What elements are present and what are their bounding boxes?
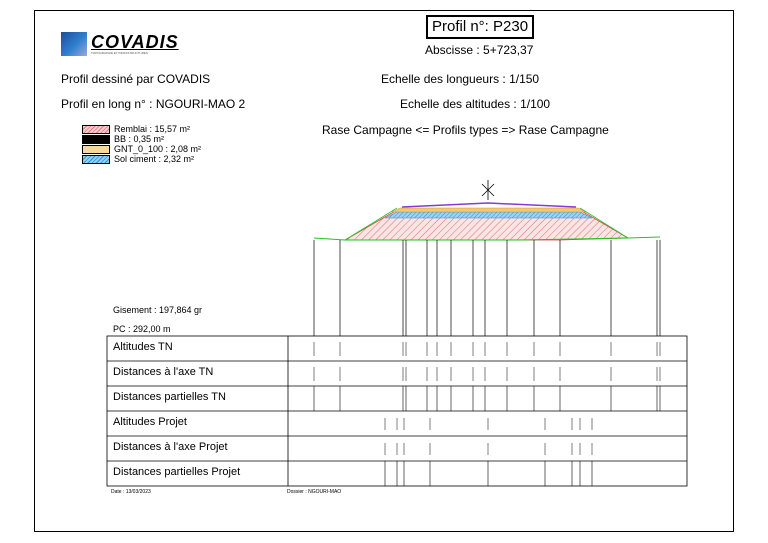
bb-layer (402, 203, 576, 207)
row-label-distances-partielles-projet: Distances partielles Projet (113, 466, 241, 478)
covadis-logo-tagline: TOPOGRAPHIE ET INFRASTRUCTURES (91, 51, 148, 55)
legend-label: Remblai : 15,57 m² (114, 124, 191, 134)
legend-label: GNT_0_100 : 2,08 m² (114, 144, 202, 154)
row-label-altitudes-tn: Altitudes TN (113, 341, 173, 353)
axis-marker-icon (482, 180, 494, 200)
gisement-text: Gisement : 197,864 gr (113, 305, 203, 315)
footer-dossier: Dossier : NGOURI-MAO (287, 489, 342, 495)
abscissa-text: Abscisse : 5+723,37 (425, 43, 534, 57)
row-label-distances-axe-tn: Distances à l'axe TN (113, 366, 214, 378)
table-tn-value-marks (314, 342, 660, 381)
altitude-scale-text: Echelle des altitudes : 1/100 (400, 97, 551, 111)
pc-text: PC : 292,00 m (113, 324, 171, 334)
gnt-layer (392, 208, 586, 212)
sol-ciment-layer (385, 212, 592, 218)
row-label-distances-axe-projet: Distances à l'axe Projet (113, 441, 228, 453)
length-scale-text: Echelle des longueurs : 1/150 (381, 72, 540, 86)
table-projet-value-marks (385, 418, 592, 455)
row-label-distances-partielles-tn: Distances partielles TN (113, 391, 226, 403)
long-profile-text: Profil en long n° : NGOURI-MAO 2 (61, 97, 246, 111)
table-tn-ticks (314, 386, 660, 411)
reference-lines (314, 240, 660, 336)
row-label-altitudes-projet: Altitudes Projet (113, 416, 187, 428)
table-projet-ticks (385, 461, 592, 486)
profile-title: Profil n°: P230 (426, 15, 534, 39)
footer-date: Date : 13/03/2023 (111, 489, 151, 495)
cross-section-note: Rase Campagne <= Profils types => Rase Campagne (322, 123, 609, 137)
drawn-by-text: Profil dessiné par COVADIS (61, 72, 211, 86)
covadis-logo-text: COVADIS (91, 32, 179, 52)
legend-label: Sol ciment : 2,32 m² (114, 154, 195, 164)
legend-label: BB : 0,35 m² (114, 134, 165, 144)
